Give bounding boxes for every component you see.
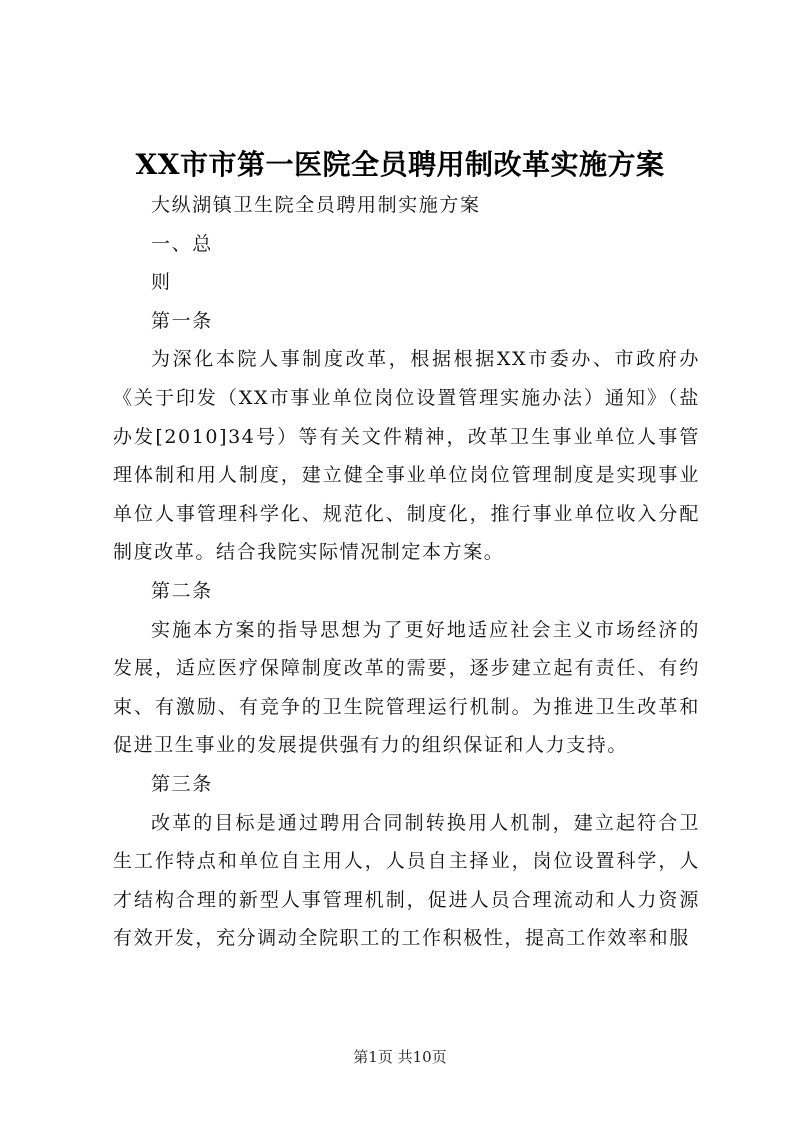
paragraph-article-3-body: 改革的目标是通过聘用合同制转换用人机制，建立起符合卫生工作特点和单位自主用人，人员自主择业，岗位设置科学，人才结构合理的新型人事管理机制，促进人员合理流动和人力资源有效开发，充分调动全院职工的工作积极性，提高工作效率和服 <box>113 811 700 950</box>
paragraph-article-1-heading: 第一条 <box>151 309 213 332</box>
paragraph-article-3-heading: 第三条 <box>151 772 213 795</box>
paragraph-article-2-heading: 第二条 <box>151 579 213 602</box>
paragraph-subtitle: 大纵湖镇卫生院全员聘用制实施方案 <box>151 194 481 216</box>
page-number-footer: 第1页 共10页 <box>353 1048 447 1066</box>
paragraph-article-2-body: 实施本方案的指导思想为了更好地适应社会主义市场经济的发展，适应医疗保障制度改革的需要，逐步建立起有责任、有约束、有激励、有竞争的卫生院管理运行机制。为推进卫生改革和促进卫生事业的发展提供强有力的组织保证和人力支持。 <box>113 618 700 757</box>
paragraph-section-heading: 一、总 <box>151 232 213 255</box>
paragraph-section-heading-cont: 则 <box>151 271 172 294</box>
paragraph-article-1-body: 为深化本院人事制度改革，根据根据XX市委办、市政府办《关于印发（XX市事业单位岗位设置管理实施办法）通知》（盐办发[2010]34号）等有关文件精神，改革卫生事业单位人事管理体制和用人制度，建立健全事业单位岗位管理制度是实现事业单位人事管理科学化、规范化、制度化，推行事业单位收入分配制度改革。结合我院实际情况制定本方案。 <box>113 348 700 564</box>
document-title: XX市市第一医院全员聘用制改革实施方案 <box>135 148 665 181</box>
document-body <box>113 186 700 958</box>
